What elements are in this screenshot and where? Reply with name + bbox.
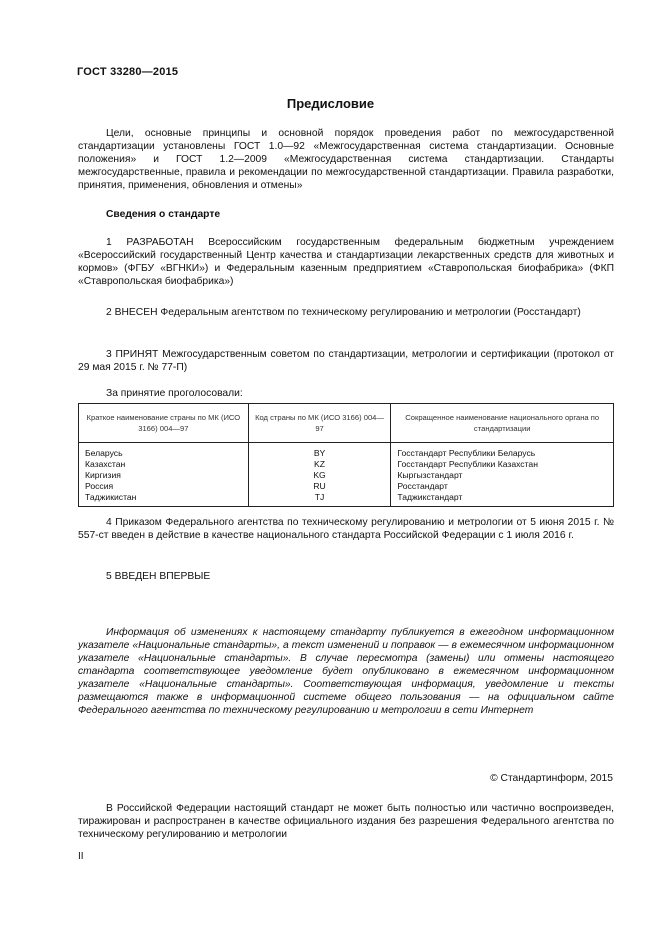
standards-body: Кыргызстандарт: [397, 470, 463, 480]
country-name: Казахстан: [85, 459, 126, 469]
country-code: RU: [313, 481, 326, 491]
page-title: Предисловие: [286, 96, 375, 111]
code-list: [248, 443, 391, 507]
standards-body: Росстандарт: [397, 481, 448, 491]
standards-body: Таджикстандарт: [397, 492, 463, 502]
header-country-name: Краткое наименование страны по МК (ИСО 3166) 004—97: [79, 404, 249, 443]
vote-table-header-row: [79, 404, 614, 443]
changes-notice: Информация об изменениях к настоящему стандарту публикуется в ежегодном информационном указателе «Национальные стандарты», а текст изменений и поправок — в ежемесячном информационном указателе «Национальные стандарты». В случае пересмотра (замены) или отмены настоящего стандарта соответствующее уведомление будет опубликовано в ежемесячном информационном указателе «Национальные стандарты». Соответствующая информация, уведомление и тексты размещаются также в информационной системе общего пользования — на официальном сайте Федерального агентства по техническому регулированию и метрологии в сети Интернет: [78, 627, 614, 716]
item-enacted: 4 Приказом Федерального агентства по техническому регулированию и метрологии от 5 июня 2015 г. № 557-ст введен в действие в качестве национального стандарта Российской Федерации с 1 июля 2016 г.: [78, 517, 614, 541]
page-number: II: [78, 851, 84, 862]
standards-body: Госстандарт Республики Казахстан: [397, 459, 538, 469]
item-adopted: 3 ПРИНЯТ Межгосударственным советом по стандартизации, метрологии и сертификации (протокол от 29 мая 2015 г. № 77-П): [78, 349, 614, 373]
info-heading: Сведения о стандарте: [106, 209, 221, 220]
body-list: [391, 443, 614, 507]
country-code: BY: [313, 448, 326, 458]
country-name: Киргизия: [85, 470, 121, 480]
vote-table: [78, 403, 614, 507]
country-name: Россия: [85, 481, 114, 491]
item-first-introduced: 5 ВВЕДЕН ВПЕРВЫЕ: [106, 571, 211, 582]
country-code: KG: [313, 470, 326, 480]
document-id: ГОСТ 33280—2015: [77, 66, 179, 78]
legal-notice: В Российской Федерации настоящий стандарт не может быть полностью или частично воспроизведен, тиражирован и распространен в качестве официального издания без разрешения Федерального агентства по техническому регулированию и метрологии: [78, 803, 614, 840]
vote-label: За принятие проголосовали:: [106, 388, 243, 399]
header-country-code: Код страны по МК (ИСО 3166) 004—97: [248, 404, 391, 443]
item-submitted: 2 ВНЕСЕН Федеральным агентством по техническому регулированию и метрологии (Росстандарт): [106, 307, 581, 318]
vote-table-row: [79, 443, 614, 507]
intro-paragraph: Цели, основные принципы и основной порядок проведения работ по межгосударственной стандартизации установлены ГОСТ 1.0—92 «Межгосударственная система стандартизации. Основные положения» и ГОСТ 1.2—2009 «Межгосударственная система стандартизации. Стандарты межгосударственные, правила и рекомендации по межгосударственной стандартизации. Правила разработки, принятия, применения, обновления и отмены»: [78, 128, 614, 191]
header-standards-body: Сокращенное наименование национального органа по стандартизации: [391, 404, 614, 443]
country-code: TJ: [314, 492, 325, 502]
country-list: [79, 443, 249, 507]
country-name: Таджикистан: [85, 492, 137, 502]
country-name: Беларусь: [85, 448, 123, 458]
country-code: KZ: [314, 459, 326, 469]
standards-body: Госстандарт Республики Беларусь: [397, 448, 536, 458]
copyright-line: © Стандартинформ, 2015: [490, 773, 613, 784]
item-developed: 1 РАЗРАБОТАН Всероссийским государственным федеральным бюджетным учреждением «Всероссийский государственный Центр качества и стандартизации лекарственных средств для животных и кормов» (ФГБУ «ВГНКИ») и Федеральным казенным предприятием «Ставропольская биофабрика» (ФКП «Ставропольская биофабрика»): [78, 237, 614, 287]
